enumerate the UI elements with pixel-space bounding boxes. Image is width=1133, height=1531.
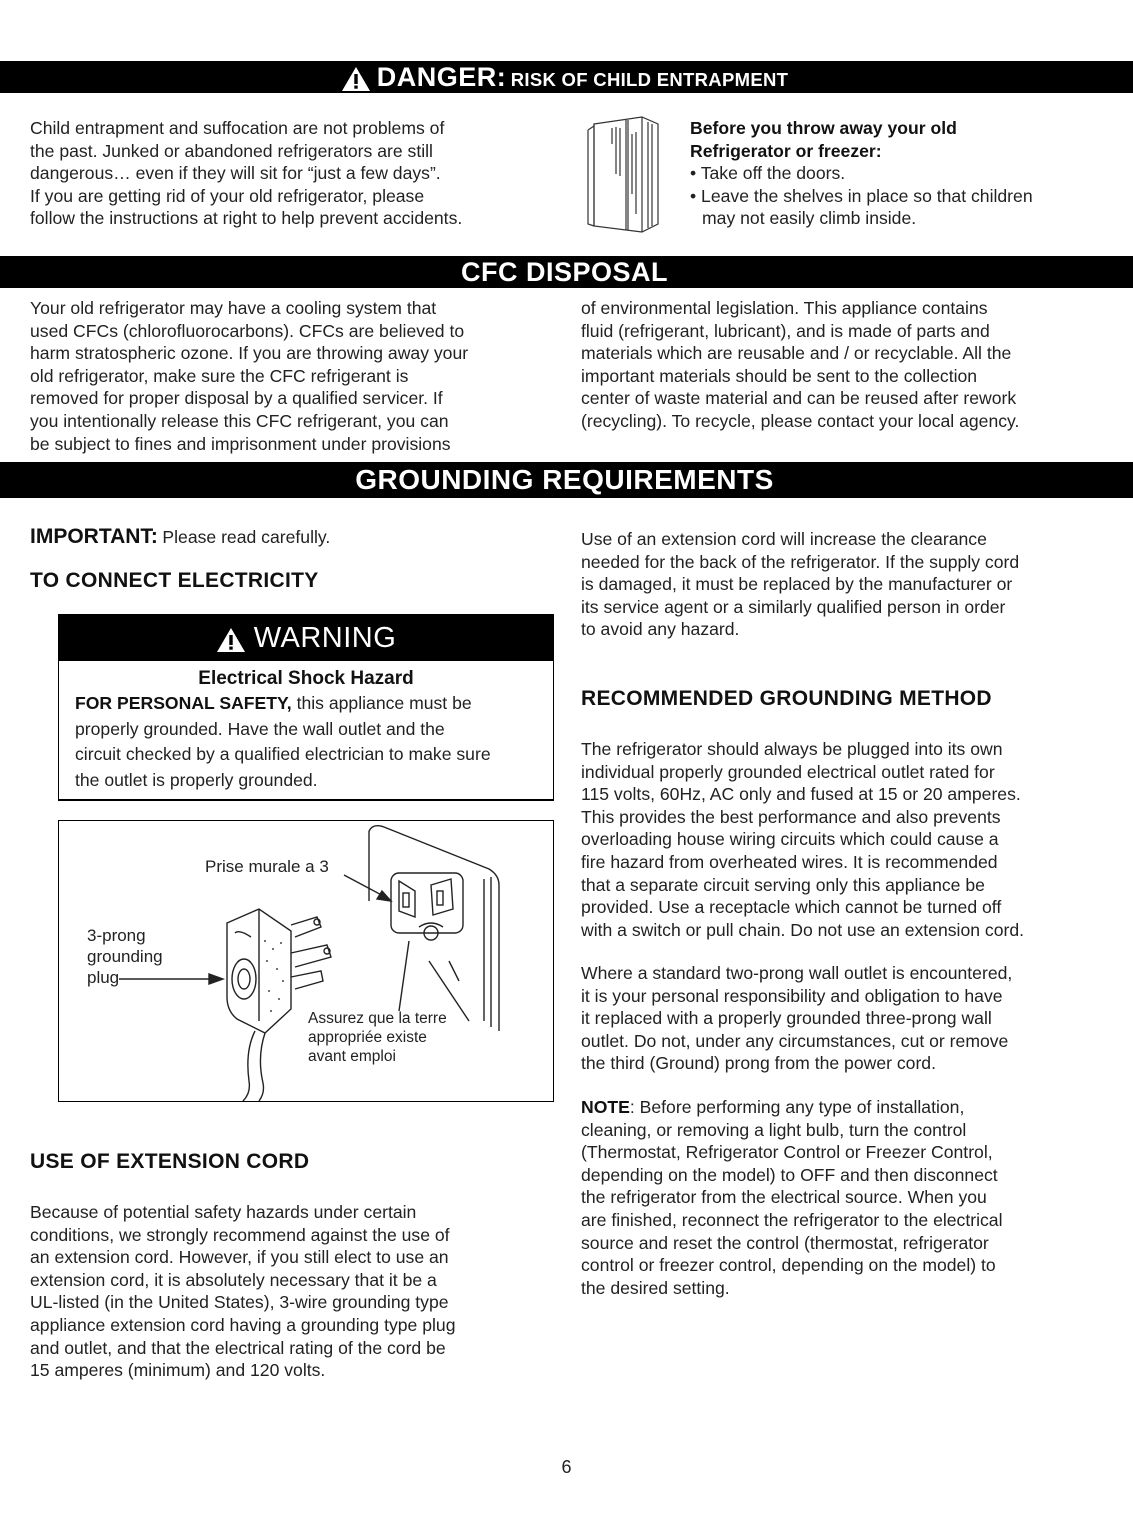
body-line: its service agent or a similarly qualified person in order	[581, 596, 1006, 617]
assurez-line: avant emploi	[308, 1048, 396, 1065]
warning-line: properly grounded. Have the wall outlet and the	[75, 718, 445, 739]
warning-box	[58, 614, 554, 801]
warning-title: WARNING	[253, 622, 397, 654]
page-number: 6	[561, 1457, 572, 1477]
body-line: old refrigerator, make sure the CFC refrigerant is	[30, 365, 409, 386]
body-line: harm stratospheric ozone. If you are throwing away your	[30, 343, 469, 364]
important-text: Please read carefully.	[162, 527, 331, 547]
body-line: the third (Ground) prong from the power cord.	[581, 1053, 936, 1074]
body-line: fire hazard from overheated wires. It is recommended	[581, 851, 998, 872]
danger-body	[30, 117, 570, 230]
cfc-title: CFC DISPOSAL	[460, 257, 668, 287]
body-line: removed for proper disposal by a qualified servicer. If	[30, 388, 443, 409]
body-line: is damaged, it must be replaced by the manufacturer or	[581, 574, 1013, 595]
body-line: The refrigerator should always be plugged into its own	[581, 739, 1003, 759]
body-line: with a switch or pull chain. Do not use an extension cord.	[581, 919, 1025, 940]
two-prong-body	[581, 962, 1121, 1075]
important-label: IMPORTANT:	[30, 525, 158, 548]
body-line: 115 volts, 60Hz, AC only and fused at 15 or 20 amperes.	[581, 784, 1021, 805]
plug-label-line: plug	[87, 968, 120, 987]
cfc-left-text	[30, 297, 575, 455]
body-line: 15 amperes (minimum) and 120 volts.	[30, 1360, 326, 1381]
body-line: outlet. Do not, under any circumstances, cut or remove	[581, 1030, 1009, 1051]
body-line: provided. Use a receptacle which cannot be turned off	[581, 897, 1002, 918]
warning-body	[59, 691, 553, 793]
grounding-title: GROUNDING REQUIREMENTS	[355, 464, 774, 495]
body-line: dangerous… even if they will sit for “just a few days”.	[30, 163, 441, 184]
extension-cord-body	[30, 1201, 570, 1382]
bullet-item-continued: may not easily climb inside.	[702, 208, 917, 229]
body-line: Because of potential safety hazards under certain	[30, 1202, 417, 1222]
note-first-line	[581, 1096, 1121, 1119]
body-line: center of waste material and can be reused after rework	[581, 388, 1017, 409]
extension-continued	[581, 528, 1121, 641]
assurez-line: Assurez que la terre	[308, 1010, 447, 1027]
danger-subtitle: RISK OF CHILD ENTRAPMENT	[510, 69, 789, 90]
body-line: extension cord, it is absolutely necessary that it be a	[30, 1269, 437, 1290]
body-line: it is your personal responsibility and obligation to have	[581, 985, 1003, 1006]
body-line: be subject to fines and imprisonment under provisions	[30, 433, 451, 454]
body-line: control or freezer control, depending on the model) to	[581, 1255, 996, 1276]
body-line: an extension cord. However, if you still elect to use an	[30, 1247, 449, 1268]
body-line: This provides the best performance and also prevents	[581, 806, 1001, 827]
warning-line-rest: this appliance must be	[296, 693, 472, 713]
grounding-figure	[58, 820, 554, 1102]
bullet-item: • Take off the doors.	[690, 163, 846, 184]
body-line: If you are getting rid of your old refrigerator, please	[30, 185, 425, 206]
body-line: (Thermostat, Refrigerator Control or Freezer Control,	[581, 1142, 993, 1163]
note-body	[581, 1096, 1121, 1299]
body-line: the desired setting.	[581, 1277, 730, 1298]
warning-hazard: Electrical Shock Hazard	[198, 668, 414, 689]
body-line: important materials should be sent to the collection	[581, 365, 978, 386]
body-line: individual properly grounded electrical outlet rated for	[581, 761, 995, 782]
body-line: are finished, reconnect the refrigerator to the electrical	[581, 1209, 1003, 1230]
warning-line	[75, 691, 553, 717]
body-line: fluid (refrigerant, lubricant), and is made of parts and	[581, 320, 990, 341]
body-line: source and reset the control (thermostat, refrigerator	[581, 1232, 989, 1253]
warning-header	[59, 615, 553, 661]
body-line: of environmental legislation. This appliance contains	[581, 298, 988, 318]
plug-label-line: grounding	[87, 947, 163, 966]
connect-electricity-heading: TO CONNECT ELECTRICITY	[30, 569, 319, 592]
body-line: overloading house wiring circuits which could cause a	[581, 829, 999, 850]
plug-label-line: 3-prong	[87, 926, 146, 945]
warning-line: the outlet is properly grounded.	[75, 769, 318, 790]
important-line	[30, 525, 330, 549]
warning-line: circuit checked by a qualified electrician to make sure	[75, 744, 491, 764]
body-line: UL-listed (in the United States), 3-wire grounding type	[30, 1292, 449, 1313]
danger-banner	[0, 61, 1131, 93]
body-line: follow the instructions at right to help prevent accidents.	[30, 208, 463, 229]
cfc-right-text	[581, 297, 1121, 433]
note-label: NOTE	[581, 1097, 630, 1117]
grounding-banner	[0, 462, 1131, 498]
body-line: Child entrapment and suffocation are not problems of	[30, 118, 445, 138]
warning-triangle-icon	[341, 66, 371, 92]
body-line: and outlet, and that the electrical rating of the cord be	[30, 1337, 446, 1358]
prise-label: Prise murale a 3	[205, 857, 329, 876]
before-title-2: Refrigerator or freezer:	[690, 140, 882, 161]
assurez-line: appropriée existe	[308, 1029, 427, 1046]
body-line: depending on the model) to OFF and then disconnect	[581, 1164, 998, 1185]
body-line: cleaning, or removing a light bulb, turn the control	[581, 1119, 967, 1140]
body-line: used CFCs (chlorofluorocarbons). CFCs are believed to	[30, 320, 465, 341]
warning-lead: FOR PERSONAL SAFETY,	[75, 693, 292, 713]
recommended-body	[581, 738, 1121, 941]
before-throw-away	[690, 117, 1110, 230]
body-line: conditions, we strongly recommend against the use of	[30, 1224, 450, 1245]
danger-title: DANGER:	[376, 62, 507, 92]
note-first-rest: : Before performing any type of installation,	[629, 1097, 965, 1117]
before-title: Before you throw away your old	[690, 118, 957, 138]
body-line: that a separate circuit serving only this appliance be	[581, 874, 985, 895]
body-line: you intentionally release this CFC refrigerant, you can	[30, 410, 449, 431]
body-line: Where a standard two-prong wall outlet is encountered,	[581, 963, 1013, 983]
bullet-item: • Leave the shelves in place so that children	[690, 185, 1033, 206]
body-line: appliance extension cord having a grounding type plug	[30, 1314, 456, 1335]
warning-triangle-icon	[216, 627, 246, 653]
body-line: (recycling). To recycle, please contact your local agency.	[581, 410, 1020, 431]
refrigerator-icon	[582, 114, 666, 238]
body-line: needed for the back of the refrigerator. If the supply cord	[581, 551, 1020, 572]
body-line: Your old refrigerator may have a cooling system that	[30, 298, 437, 318]
body-line: the refrigerator from the electrical source. When you	[581, 1187, 987, 1208]
assurez-label	[308, 1009, 447, 1066]
body-line: materials which are reusable and / or recyclable. All the	[581, 343, 1012, 364]
body-line: Use of an extension cord will increase the clearance	[581, 529, 987, 549]
plug-label	[87, 925, 163, 988]
recommended-grounding-heading: RECOMMENDED GROUNDING METHOD	[581, 687, 992, 710]
cfc-banner	[0, 256, 1131, 288]
body-line: to avoid any hazard.	[581, 619, 740, 640]
body-line: the past. Junked or abandoned refrigerators are still	[30, 140, 433, 161]
body-line: it replaced with a properly grounded three-prong wall	[581, 1008, 992, 1029]
extension-cord-heading: USE OF EXTENSION CORD	[30, 1150, 310, 1173]
